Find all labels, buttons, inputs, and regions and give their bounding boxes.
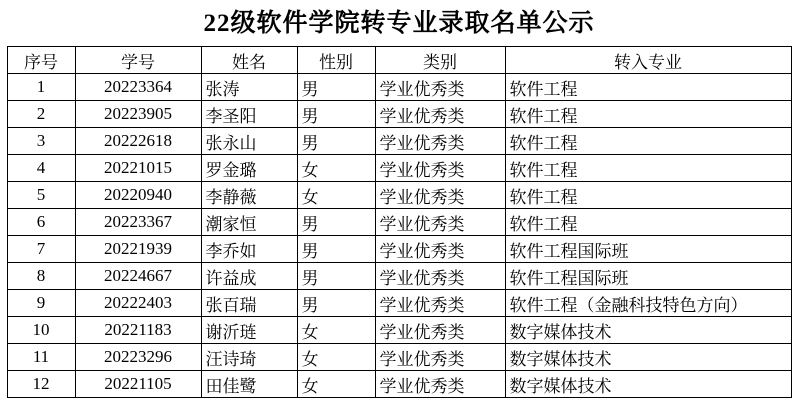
table-row: [7, 209, 791, 236]
cell-student-id: 20220940: [75, 182, 201, 209]
table-body: [7, 74, 791, 398]
cell-major: 软件工程国际班: [505, 236, 791, 263]
cell-student-id: 20222618: [75, 128, 201, 155]
cell-gender: 女: [297, 371, 375, 398]
cell-index: 10: [7, 317, 75, 344]
cell-major: 数字媒体技术: [505, 344, 791, 371]
cell-name: 潮家恒: [201, 209, 297, 236]
cell-gender: 女: [297, 155, 375, 182]
cell-category: 学业优秀类: [375, 236, 505, 263]
cell-student-id: 20223364: [75, 74, 201, 101]
table-row: [7, 344, 791, 371]
cell-major: 软件工程: [505, 209, 791, 236]
table-row: [7, 155, 791, 182]
cell-category: 学业优秀类: [375, 182, 505, 209]
table-row: [7, 263, 791, 290]
cell-major: 软件工程国际班: [505, 263, 791, 290]
cell-category: 学业优秀类: [375, 101, 505, 128]
cell-student-id: 20221939: [75, 236, 201, 263]
cell-gender: 男: [297, 209, 375, 236]
cell-gender: 女: [297, 317, 375, 344]
cell-name: 张百瑞: [201, 290, 297, 317]
cell-gender: 男: [297, 101, 375, 128]
cell-index: 9: [7, 290, 75, 317]
table-row: [7, 101, 791, 128]
cell-index: 11: [7, 344, 75, 371]
cell-major: 软件工程: [505, 74, 791, 101]
table-row: [7, 317, 791, 344]
cell-name: 张永山: [201, 128, 297, 155]
cell-name: 谢沂琏: [201, 317, 297, 344]
column-header-name: 姓名: [201, 47, 297, 74]
cell-gender: 男: [297, 128, 375, 155]
cell-student-id: 20224667: [75, 263, 201, 290]
cell-index: 8: [7, 263, 75, 290]
cell-index: 3: [7, 128, 75, 155]
cell-category: 学业优秀类: [375, 317, 505, 344]
cell-name: 李圣阳: [201, 101, 297, 128]
cell-category: 学业优秀类: [375, 344, 505, 371]
table-row: [7, 74, 791, 101]
table-header-row: [7, 47, 791, 74]
cell-student-id: 20223367: [75, 209, 201, 236]
cell-major: 软件工程: [505, 182, 791, 209]
column-header-major: 转入专业: [505, 47, 791, 74]
cell-name: 李乔如: [201, 236, 297, 263]
column-header-index: 序号: [7, 47, 75, 74]
cell-category: 学业优秀类: [375, 290, 505, 317]
cell-category: 学业优秀类: [375, 263, 505, 290]
cell-major: 数字媒体技术: [505, 317, 791, 344]
cell-student-id: 20223296: [75, 344, 201, 371]
cell-student-id: 20221105: [75, 371, 201, 398]
cell-major: 软件工程: [505, 128, 791, 155]
roster-table: [7, 46, 792, 398]
cell-gender: 男: [297, 74, 375, 101]
cell-name: 汪诗琦: [201, 344, 297, 371]
table-row: [7, 236, 791, 263]
cell-index: 1: [7, 74, 75, 101]
column-header-category: 类别: [375, 47, 505, 74]
cell-gender: 女: [297, 182, 375, 209]
cell-student-id: 20221015: [75, 155, 201, 182]
cell-index: 5: [7, 182, 75, 209]
cell-name: 张涛: [201, 74, 297, 101]
page-title: 22级软件学院转专业录取名单公示: [203, 10, 595, 37]
cell-gender: 男: [297, 236, 375, 263]
cell-index: 12: [7, 371, 75, 398]
cell-gender: 男: [297, 290, 375, 317]
cell-category: 学业优秀类: [375, 128, 505, 155]
cell-gender: 女: [297, 344, 375, 371]
cell-name: 田佳鹭: [201, 371, 297, 398]
table-row: [7, 290, 791, 317]
cell-major: 软件工程: [505, 155, 791, 182]
cell-major: 软件工程: [505, 101, 791, 128]
cell-major: 软件工程（金融科技特色方向）: [505, 290, 791, 317]
cell-index: 4: [7, 155, 75, 182]
cell-index: 2: [7, 101, 75, 128]
cell-category: 学业优秀类: [375, 371, 505, 398]
table-row: [7, 128, 791, 155]
cell-index: 7: [7, 236, 75, 263]
cell-name: 许益成: [201, 263, 297, 290]
table-row: [7, 182, 791, 209]
cell-student-id: 20221183: [75, 317, 201, 344]
table-row: [7, 371, 791, 398]
cell-category: 学业优秀类: [375, 209, 505, 236]
cell-name: 罗金璐: [201, 155, 297, 182]
cell-index: 6: [7, 209, 75, 236]
cell-name: 李静薇: [201, 182, 297, 209]
cell-student-id: 20223905: [75, 101, 201, 128]
cell-gender: 男: [297, 263, 375, 290]
cell-category: 学业优秀类: [375, 155, 505, 182]
cell-student-id: 20222403: [75, 290, 201, 317]
cell-major: 数字媒体技术: [505, 371, 791, 398]
cell-category: 学业优秀类: [375, 74, 505, 101]
column-header-gender: 性别: [297, 47, 375, 74]
column-header-student-id: 学号: [75, 47, 201, 74]
